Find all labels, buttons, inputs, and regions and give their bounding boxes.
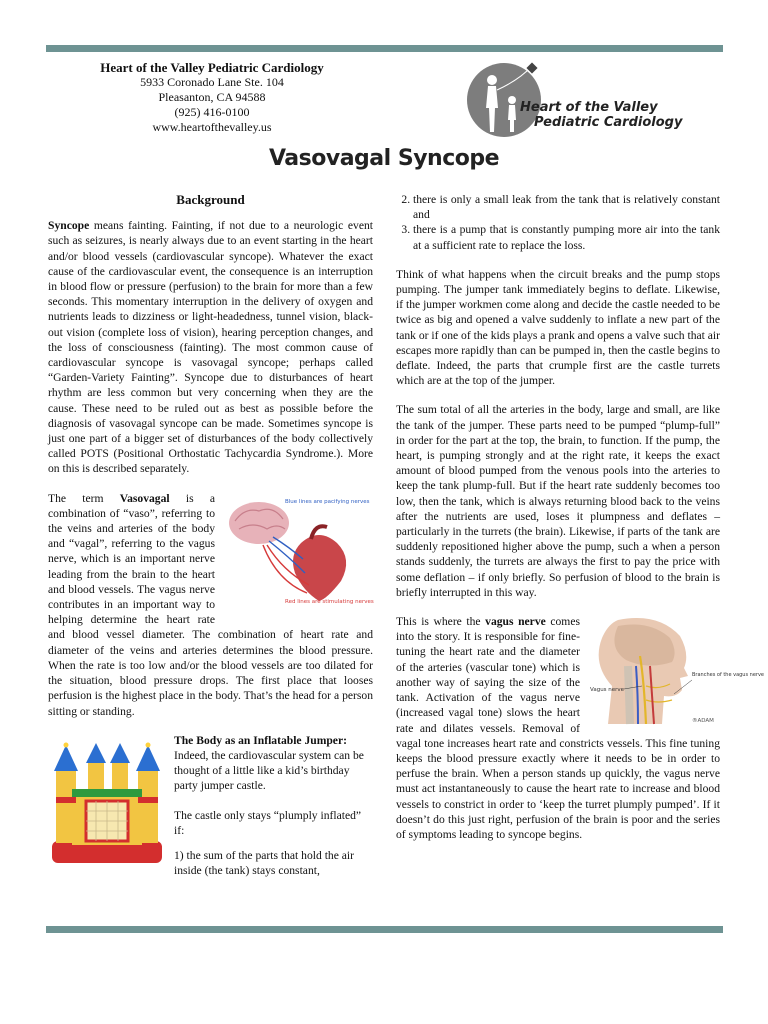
paragraph-vasovagal: Blue lines are pacifying nerves Red lines are stimulating nerves The term Vasovagal is a combination of “vaso”, referring to the veins and arteries of the body and “vagal”, referring to the vagus nerve, which is an important nerve leading from the brain to the heart and blood vessels. The vagus nerve contributes in an important way to helping determine the heart rate and blood vessel diameter. The combination of heart rate and diameter of the veins and arteries determines the blood pressure. When the rate is too low and/or the blood vessels are too dilated for the situation, blood pressure drops. The first place that looses perfusion is the highest place in the body. That’s the head for a person sitting or standing.: [48, 491, 374, 718]
condition-list: [396, 192, 720, 253]
vagus-nerve-figure: [588, 616, 765, 730]
bottom-rule: [46, 926, 723, 933]
logo-line-1: Heart of the Valley: [520, 100, 658, 115]
condition-item-1: 1) the sum of the parts that hold the air inside (the tank) stays constant,: [174, 848, 354, 878]
condition-item-2: 2. there is only a small leak from the tank that is relatively constant and: [413, 192, 720, 222]
letterhead: [62, 60, 362, 135]
city-line: Pleasanton, CA 94588: [158, 90, 266, 104]
term-vasovagal: Vasovagal: [119, 491, 170, 505]
jumper-section: [48, 733, 373, 879]
logo-text: [520, 100, 682, 130]
term-syncope: Syncope: [48, 219, 90, 233]
left-column: [48, 192, 373, 878]
branches-label: Branches of the vagus nerve: [692, 672, 765, 679]
jumper-heading: The Body as an Inflatable Jumper:: [174, 733, 347, 747]
website-line: www.heartofthevalley.us: [152, 120, 272, 134]
condition-item-3: 3. there is a pump that is constantly pumping more air into the tank at a sufficient rate to replace the loss.: [413, 222, 720, 252]
top-rule: [46, 45, 723, 52]
paragraph-vagus-nerve: Vagus nerve Branches of the vagus nerve ®ADAM This is where the vagus nerve comes into the story. It is responsible for fine-tuning the heart rate and the diameter of the arteries (vascular tone) which is another way of saying the size of the tank. Activation of the vagus nerve (increased vagal tone) slows the heart rate and dilates vessels. Removal of vagal tone increases heart rate and constricts vessels. This fine tuning keeps the blood pressure exactly where it needs to be in order to perfuse the brain. When a person stands up quickly, the vagus nerve must act instantaneously to cause the heart rate to increase and blood vessels to constrict in order to ‘keep the turret plumply pumped’. If it doesn’t do this just right, perfusion of the brain is poor and the series of symptoms leading to syncope begins.: [396, 615, 765, 841]
castle-paragraph: The castle only stays “plumply inflated” if:: [174, 808, 362, 837]
term-vagus-nerve: vagus nerve: [485, 615, 546, 629]
jumper-castle-figure: [48, 737, 166, 873]
paragraph-arteries: The sum total of all the arteries in the body, large and small, are like the tank of the jumper. These parts need to be pumped “plump-full” in order for the part at the top, the brain, to function. If the pump, the heart, is pumping strongly and at the right rate, it keeps the exact amount of blood pumped from the venous pools into the arteries to keep the tank plump-full. But if the heart rate suddenly becomes too low, then the tank, which is always returning blood back to the veins after the nutrients are used, loses it plumpness and deflates – particularly in the turrets (the brain). Likewise, if parts of the tank are suddenly repositioned higher above the pump, such a when a person stands suddenly, the turrets are always the first to pay the price with some deflation – if only briefly. So perfusion of blood to the brain is briefly interrupted in this way.: [396, 403, 720, 599]
right-column: [396, 192, 765, 856]
brain-heart-figure: [223, 493, 373, 609]
phone-line: (925) 416-0100: [174, 105, 250, 119]
vagus-nerve-label: Vagus nerve: [590, 687, 625, 694]
paragraph-deflate: Think of what happens when the circuit breaks and the pump stops pumping. The jumper tank immediately begins to deflate. Likewise, if the jumper workmen come along and decide the castle needed to be twice as big and opened a valve suddenly to inflate a new part of the tank or if one of the kids plays a prank and opens a valve such that air escapes more rapidly than can be pumped in, then the castle begins to deflate. Indeed, the parts that crumple first are the castle turrets which are at the top of the jumper.: [396, 267, 720, 388]
address-line: 5933 Coronado Lane Ste. 104: [140, 75, 284, 89]
logo-line-2: Pediatric Cardiology: [534, 115, 683, 130]
section-heading: Background: [176, 192, 245, 207]
paragraph-syncope: Syncope means fainting. Fainting, if not due to a neurologic event such as seizures, is nearly always due to an event starting in the heart and/or blood vessels (cardiovascular syncope). Whatever the exact cause of the cardiovascular event, the consequence is an interruption in blood flow or pressure (perfusion) to the brain for more than a few seconds. This momentary interruption in the delivery of oxygen and nutrients leads to dizziness or light-headedness, tunnel vision, black-out vision (complete loss of vision), hearing perception changes, and the loss of consciousness (fainting). The most common cause of cardiovascular syncope is vasovagal syncope; perhaps called “Garden-Variety Fainting”. Syncope due to disturbances of heart rhythm are less common but very concerning when they are the cause. These need to be ruled out as best as possible before the diagnosis of vasovagal syncope can be made. Sometimes syncope is just one part of a bigger set of disturbances of the body collectively called POTS (Positional Orthostatic Tachycardia Syndrome.). More on this is described separately.: [48, 219, 373, 476]
org-name: Heart of the Valley Pediatric Cardiology: [100, 60, 324, 75]
red-nerve-label: Red lines are stimulating nerves: [285, 598, 374, 605]
adam-credit: ®ADAM: [692, 718, 714, 725]
jumper-paragraph: The Body as an Inflatable Jumper: Indeed, the cardiovascular system can be thought of a little like a kid’s birthday party jumper castle.: [174, 733, 364, 793]
document-title: Vasovagal Syncope: [268, 146, 500, 171]
blue-nerve-label: Blue lines are pacifying nerves: [285, 498, 370, 505]
